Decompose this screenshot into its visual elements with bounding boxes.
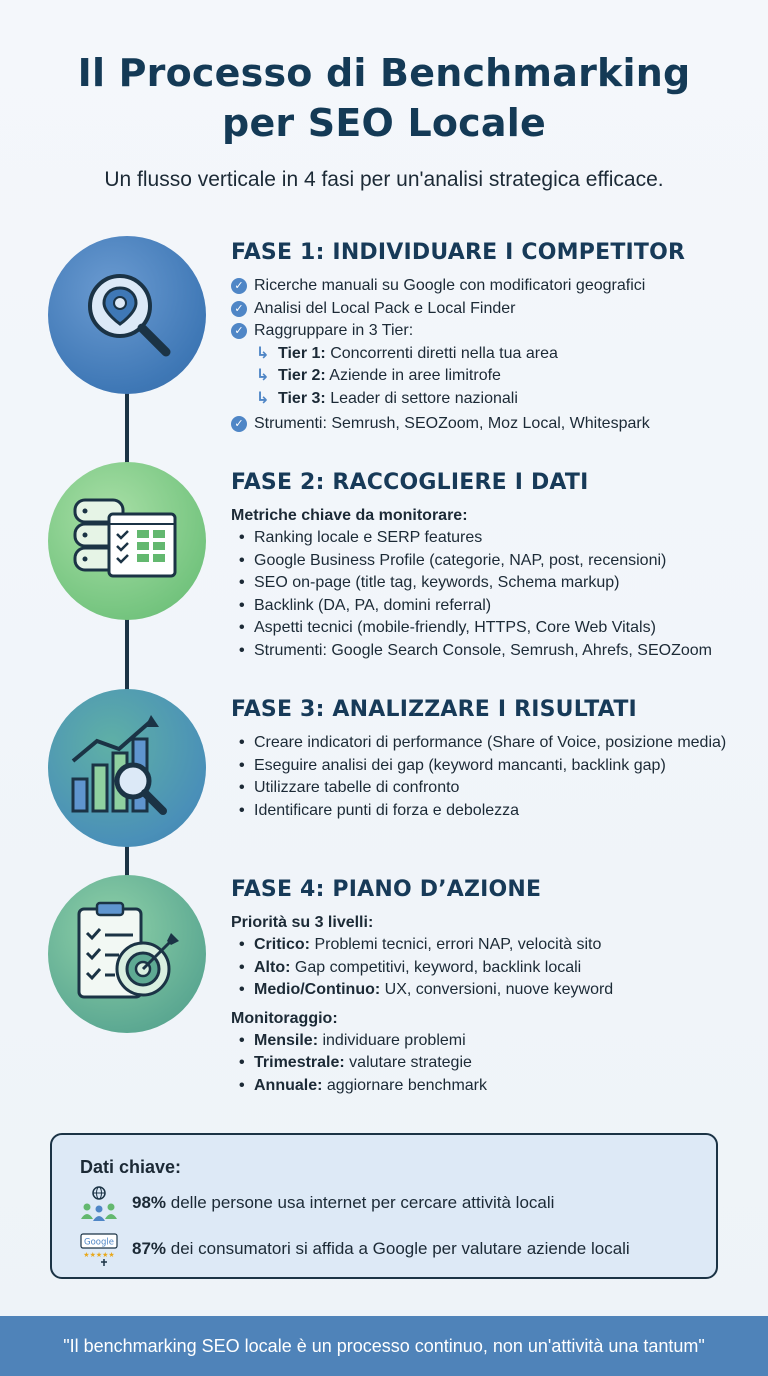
google-reviews-icon	[80, 1231, 118, 1267]
list-item	[231, 957, 751, 980]
tier-item	[231, 365, 751, 388]
phase-3-list	[231, 732, 751, 822]
phase-3-title: FASE 3: ANALIZZARE I RISULTATI	[231, 697, 637, 722]
stat-value: 98%	[132, 1193, 167, 1212]
priority-label: Critico:	[254, 936, 310, 953]
monitoring-list	[231, 1030, 751, 1098]
clipboard-target-icon	[67, 899, 187, 1009]
list-item	[231, 1030, 751, 1053]
title-line-1: Il Processo di Benchmarking	[77, 51, 691, 95]
list-item: • Identificare punti di forza e debolezza	[231, 800, 751, 823]
phase-4-title: FASE 4: PIANO D’AZIONE	[231, 877, 542, 902]
list-item: • Creare indicatori di performance (Share of Voice, posizione media)	[231, 732, 751, 755]
list-item: • Strumenti: Google Search Console, Semrush, Ahrefs, SEOZoom	[231, 640, 751, 663]
list-item: • Backlink (DA, PA, domini referral)	[231, 595, 751, 618]
stat-desc: delle persone usa internet per cercare attività locali	[166, 1193, 555, 1212]
key-data-title: Dati chiave:	[80, 1157, 182, 1177]
list-item: • Eseguire analisi dei gap (keyword mancanti, backlink gap)	[231, 755, 751, 778]
tier-text: Concorrenti diretti nella tua area	[330, 344, 558, 362]
phase-2-list	[231, 527, 751, 662]
phase-1-title: FASE 1: INDIVIDUARE I COMPETITOR	[231, 240, 686, 265]
list-item	[231, 979, 751, 1002]
phase-2-title: FASE 2: RACCOGLIERE I DATI	[231, 470, 589, 495]
stat-value: 87%	[132, 1239, 167, 1258]
list-item	[231, 1075, 751, 1098]
tier-label: Tier 1:	[278, 344, 326, 362]
list-item: • Google Business Profile (categorie, NAP, post, recensioni)	[231, 550, 751, 573]
page-subtitle: Un flusso verticale in 4 fasi per un'analisi strategica efficace.	[104, 168, 664, 191]
stars-glyph: ★★★★★	[83, 1251, 115, 1259]
list-item: ✓ Analisi del Local Pack e Local Finder	[231, 298, 751, 321]
monitor-label: Trimestrale:	[254, 1054, 345, 1071]
priority-text: Gap competitivi, keyword, backlink locali	[294, 958, 582, 976]
tier-label: Tier 3:	[278, 389, 326, 407]
stat-desc: dei consumatori si affida a Google per valutare aziende locali	[166, 1239, 630, 1258]
monitor-text: individuare problemi	[322, 1031, 466, 1049]
monitor-text: valutare strategie	[349, 1054, 472, 1071]
phase-3-section	[231, 697, 751, 822]
tier-text: Aziende in aree limitrofe	[329, 367, 501, 384]
priority-lead: Priorità su 3 livelli:	[231, 914, 374, 931]
priority-label: Medio/Continuo:	[254, 981, 381, 998]
phase-1-circle	[48, 236, 206, 394]
list-item: ✓ Strumenti: Semrush, SEOZoom, Moz Local, Whitespark	[231, 413, 751, 436]
phase-1-list	[231, 275, 751, 436]
list-item: • Aspetti tecnici (mobile-friendly, HTTPS, Core Web Vitals)	[231, 617, 751, 640]
list-item: ✓ Ricerche manuali su Google con modificatori geografici	[231, 275, 751, 298]
stat-text	[132, 1239, 630, 1259]
phase-4-section	[231, 877, 751, 1097]
tier-item	[231, 343, 751, 366]
tier-text: Leader di settore nazionali	[330, 389, 518, 407]
priority-text: UX, conversioni, nuove keyword	[384, 981, 614, 998]
chart-magnifier-icon	[67, 713, 187, 823]
phase-2-lead: Metriche chiave da monitorare:	[231, 507, 468, 524]
people-globe-icon	[80, 1185, 118, 1221]
tier-item	[231, 388, 751, 411]
list-item: • SEO on-page (title tag, keywords, Schema markup)	[231, 572, 751, 595]
list-item: • Utilizzare tabelle di confronto	[231, 777, 751, 800]
stat-row	[80, 1231, 630, 1267]
stat-row	[80, 1185, 554, 1221]
google-badge-text: Google	[84, 1237, 114, 1248]
footer-quote: "Il benchmarking SEO locale è un processo continuo, non un'attività una tantum"	[0, 1316, 768, 1376]
tier-label: Tier 2:	[278, 367, 326, 384]
phase-2-circle	[48, 462, 206, 620]
stat-text	[132, 1193, 554, 1213]
list-item	[231, 934, 751, 957]
monitor-lead: Monitoraggio:	[231, 1009, 338, 1027]
monitor-label: Annuale:	[254, 1076, 323, 1094]
priority-list	[231, 934, 751, 1002]
monitor-label: Mensile:	[254, 1031, 319, 1049]
title-line-2: per SEO Locale	[222, 101, 546, 145]
phase-2-section	[231, 470, 751, 662]
list-item	[231, 1052, 751, 1075]
phase-3-circle	[48, 689, 206, 847]
key-data-box	[50, 1133, 718, 1279]
list-item: • Ranking locale e SERP features	[231, 527, 751, 550]
database-checklist-icon	[67, 486, 187, 596]
list-item: ✓ Raggruppare in 3 Tier:	[231, 320, 751, 343]
location-search-icon	[72, 260, 182, 370]
monitor-text: aggiornare benchmark	[326, 1076, 487, 1094]
phase-1-section	[231, 240, 751, 436]
priority-label: Alto:	[254, 958, 291, 976]
page-title	[0, 48, 768, 148]
timeline-connector	[125, 300, 129, 960]
phase-4-circle	[48, 875, 206, 1033]
priority-text: Problemi tecnici, errori NAP, velocità sito	[314, 936, 602, 953]
